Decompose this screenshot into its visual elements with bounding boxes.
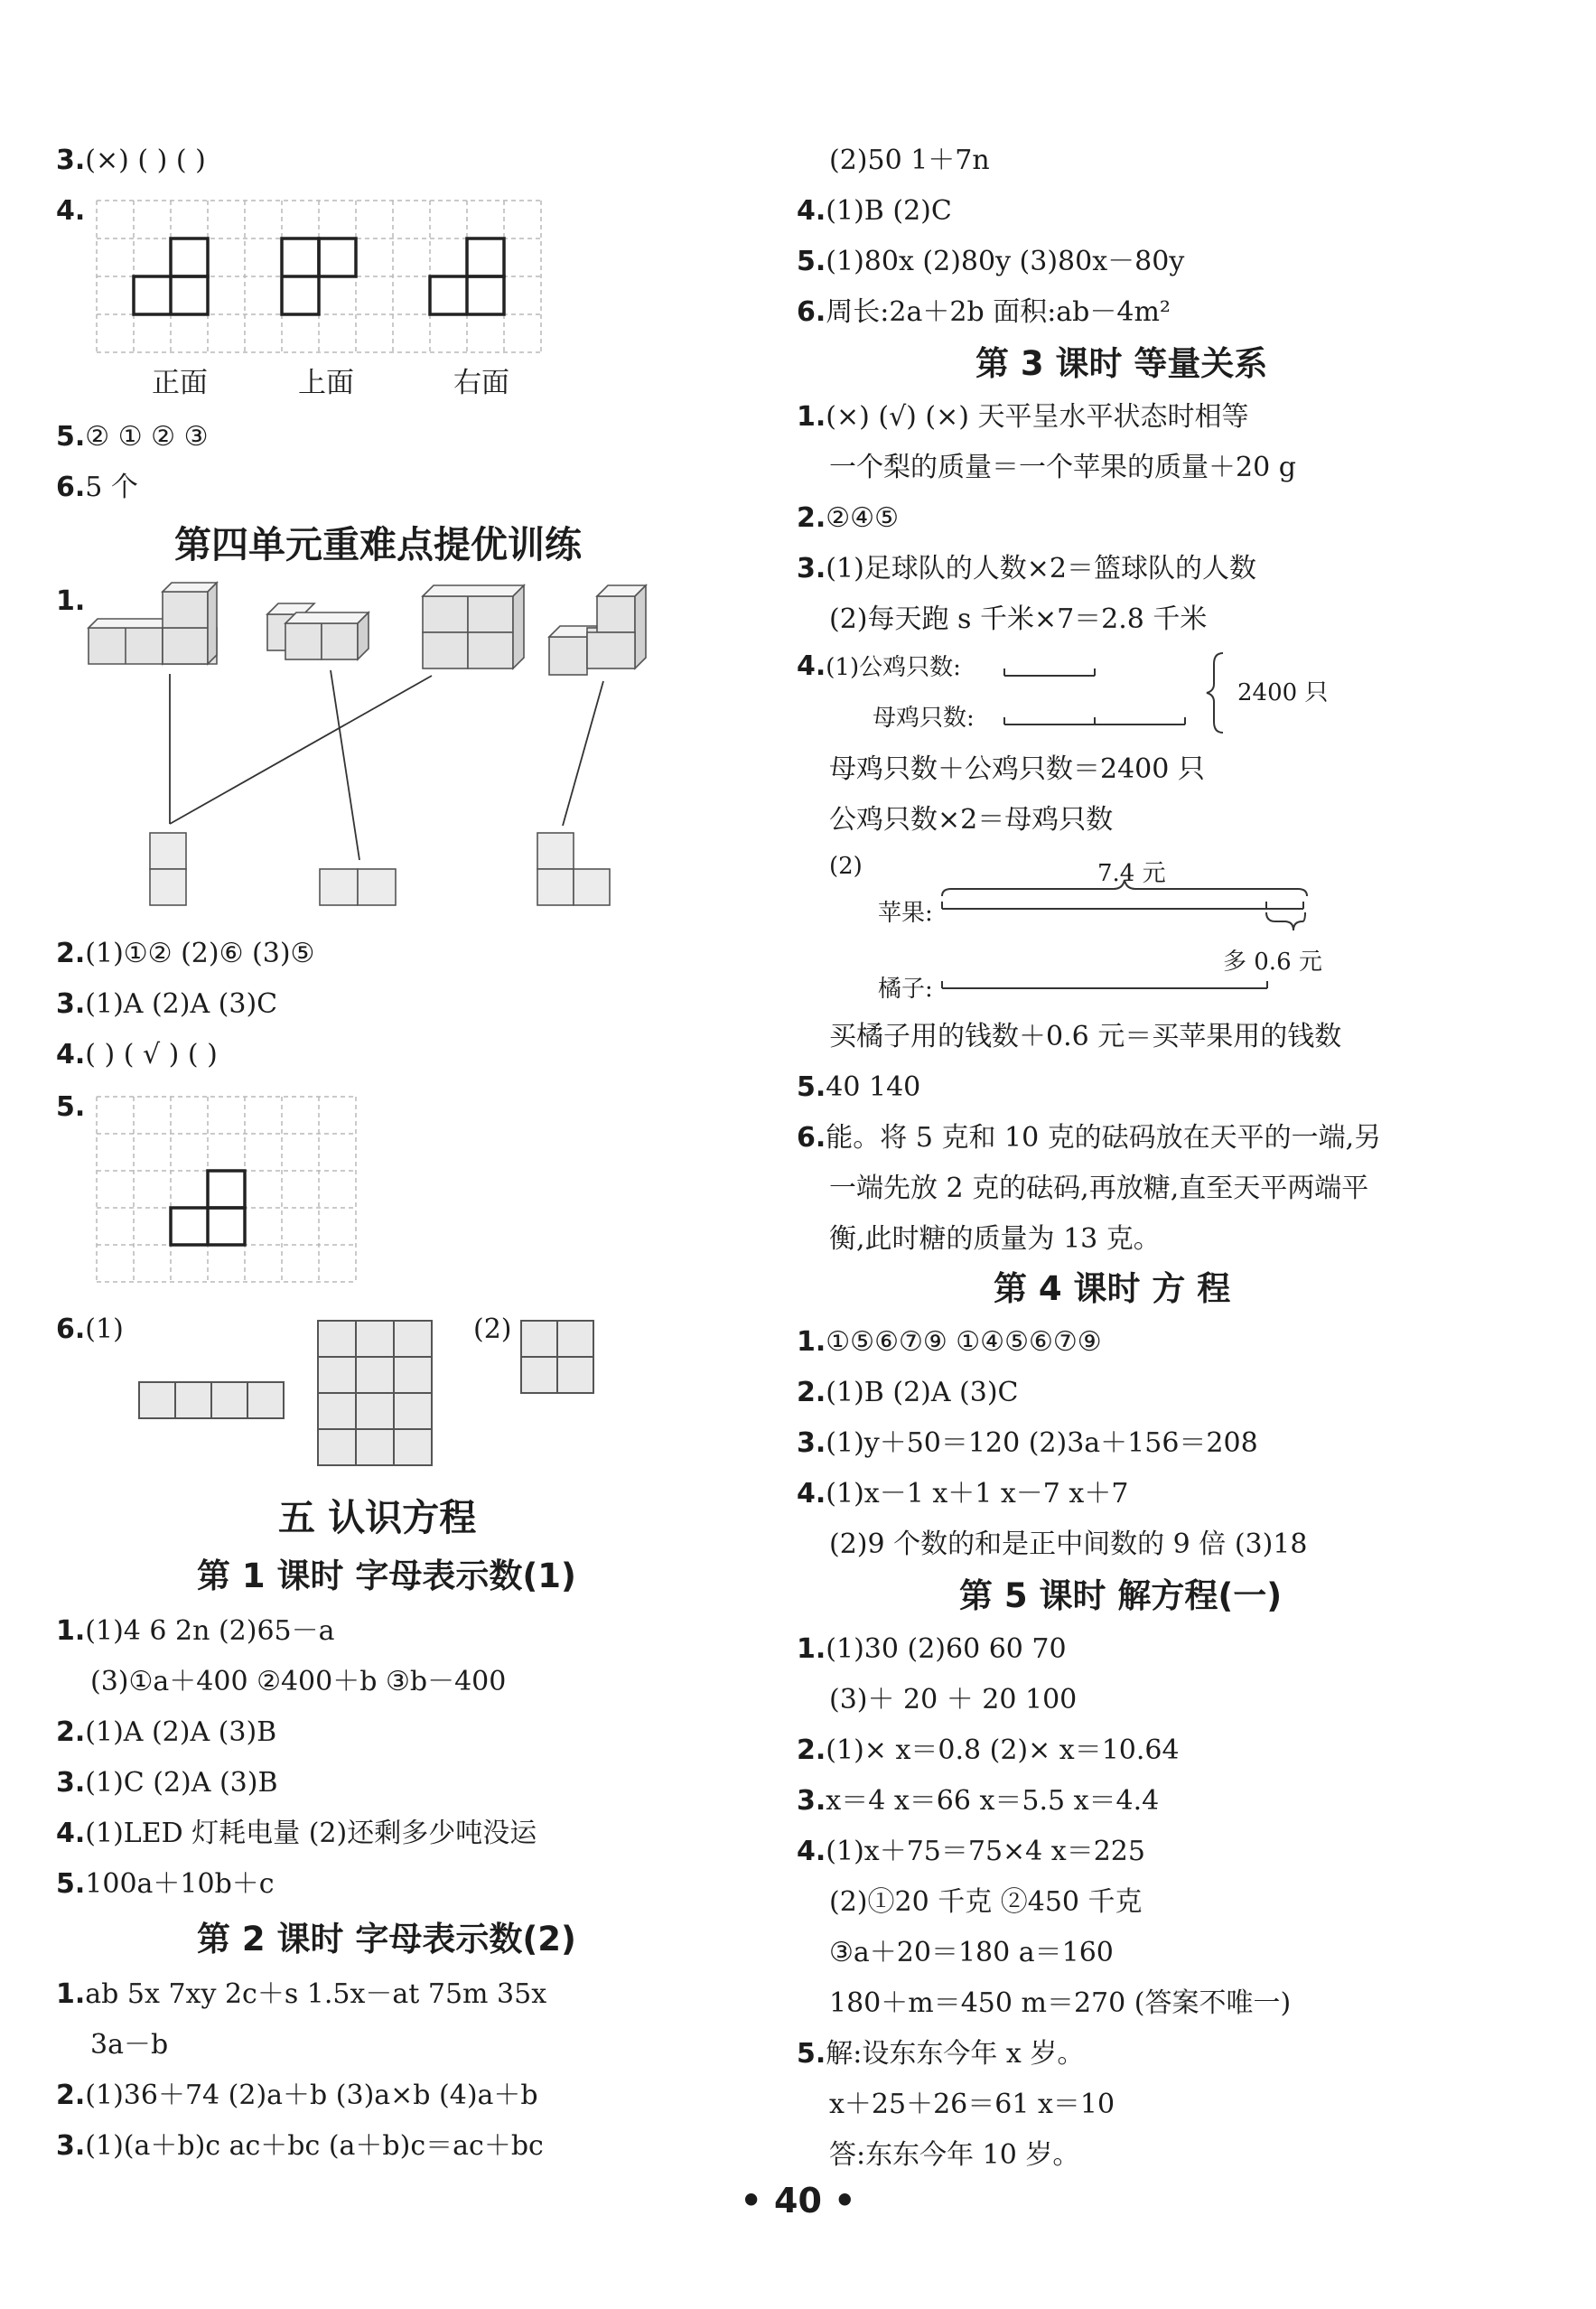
diagram-total: 7.4 元	[1097, 860, 1166, 887]
grid-shape-figure	[97, 1097, 359, 1286]
answer-line: (2)①20 千克 ②450 千克	[829, 1886, 1143, 1918]
unit4-title: 第四单元重难点提优训练	[174, 523, 582, 566]
answer-line: 买橘子用的钱数＋0.6 元＝买苹果用的钱数	[829, 1021, 1342, 1052]
answer-line: 3.(1)足球队的人数×2＝篮球队的人数	[797, 553, 1256, 584]
match-line	[331, 670, 359, 860]
answer-line: 4.(1)B (2)C	[797, 195, 952, 227]
view-label-top: 上面	[298, 367, 354, 399]
answer-line: 3.(1)(a＋b)c ac＋bc (a＋b)c＝ac＋bc	[56, 2130, 544, 2162]
view-label-right: 右面	[453, 367, 509, 399]
answer-line: 1.	[56, 585, 86, 617]
answer-line: 2.(1)A (2)A (3)B	[56, 1716, 277, 1748]
view-label-front: 正面	[152, 367, 208, 399]
answer-line: 6.周长:2a＋2b 面积:ab－4m²	[797, 296, 1171, 328]
answer-line: 1.①⑤⑥⑦⑨ ①④⑤⑥⑦⑨	[797, 1326, 1102, 1358]
lesson5-title: 第 5 课时 解方程(一)	[959, 1576, 1283, 1615]
answer-line: (2)50 1＋7n	[829, 145, 990, 176]
lesson4-title: 第 4 课时 方 程	[994, 1269, 1231, 1308]
answer-line: 公鸡只数×2＝母鸡只数	[829, 804, 1114, 836]
answer-line: 4.	[56, 195, 86, 227]
answer-line: 5.40 140	[797, 1071, 921, 1103]
answer-line: 5.② ① ② ③	[56, 421, 209, 453]
answer-line: 3.(1)y＋50＝120 (2)3a＋156＝208	[797, 1427, 1258, 1459]
views-grid-figure	[97, 201, 548, 354]
answer-line: 母鸡只数＋公鸡只数＝2400 只	[829, 753, 1205, 785]
answer-line: 答:东东今年 10 岁。	[829, 2139, 1080, 2171]
answer-line: 2.(1)①② (2)⑥ (3)⑤	[56, 938, 315, 969]
diagram-difference: 多 0.6 元	[1223, 949, 1322, 976]
answer-line: 5.解:设东东今年 x 岁。	[797, 2038, 1085, 2070]
answer-line: (3)＋ 20 ＋ 20 100	[829, 1684, 1078, 1715]
answer-line: 2.(1)36＋74 (2)a＋b (3)a×b (4)a＋b	[56, 2080, 538, 2111]
answer-line: 1.(×) (√) (×) 天平呈水平状态时相等	[797, 401, 1249, 433]
answer-line: 5.	[56, 1091, 86, 1123]
answer-line: (3)①a＋400 ②400＋b ③b－400	[90, 1666, 507, 1697]
answer-line-part2: (2)	[473, 1313, 512, 1345]
diagram-label: 橘子:	[878, 976, 933, 1003]
lesson2-title: 第 2 课时 字母表示数(2)	[197, 1920, 576, 1958]
answer-line: 4.(1)x－1 x＋1 x－7 x＋7	[797, 1478, 1129, 1510]
diagram-label: (2)	[829, 853, 863, 880]
lesson3-title: 第 3 课时 等量关系	[975, 344, 1268, 383]
answer-line: 3.(1)A (2)A (3)C	[56, 988, 278, 1020]
diagram-label: 4.(1)公鸡只数:	[797, 650, 961, 682]
answer-line: 6.(1)	[56, 1313, 124, 1345]
answer-line: 2.(1)× x＝0.8 (2)× x＝10.64	[797, 1734, 1180, 1766]
views-figure-6	[137, 1319, 607, 1472]
answer-line: 3.(×) ( ) ( )	[56, 145, 206, 176]
answer-line: 4.( ) ( √ ) ( )	[56, 1039, 218, 1070]
diagram-label: 苹果:	[878, 900, 933, 927]
answer-line: 一个梨的质量＝一个苹果的质量＋20 g	[829, 452, 1296, 483]
answer-line: 1.(1)4 6 2n (2)65－a	[56, 1615, 335, 1647]
answer-line: 6.5 个	[56, 472, 138, 503]
section5-title: 五 认识方程	[278, 1496, 477, 1539]
page-number: • 40 •	[740, 2181, 856, 2220]
cube-matching-figure	[89, 587, 667, 912]
answer-line: 6.能。将 5 克和 10 克的砝码放在天平的一端,另	[797, 1122, 1382, 1154]
lesson1-title: 第 1 课时 字母表示数(1)	[197, 1556, 576, 1595]
answer-line: 1.(1)30 (2)60 60 70	[797, 1633, 1067, 1665]
match-line	[563, 681, 603, 826]
answer-line: 3.(1)C (2)A (3)B	[56, 1767, 278, 1799]
answer-line: (2)每天跑 s 千米×7＝2.8 千米	[829, 603, 1208, 635]
answer-line: 1.ab 5x 7xy 2c＋s 1.5x－at 75m 35x	[56, 1978, 547, 2010]
answer-line: (2)9 个数的和是正中间数的 9 倍 (3)18	[829, 1528, 1308, 1560]
answer-line: 2.②④⑤	[797, 502, 899, 534]
segment-diagram-2	[939, 876, 1319, 994]
answer-line: 5.100a＋10b＋c	[56, 1868, 275, 1900]
match-line	[170, 676, 432, 824]
diagram-total: 2400 只	[1237, 679, 1329, 706]
answer-line: 4.(1)LED 灯耗电量 (2)还剩多少吨没运	[56, 1818, 537, 1849]
answer-line: 2.(1)B (2)A (3)C	[797, 1377, 1019, 1408]
answer-line: 180＋m＝450 m＝270 (答案不唯一)	[829, 1987, 1292, 2019]
answer-line: 5.(1)80x (2)80y (3)80x－80y	[797, 246, 1185, 277]
segment-diagram-1	[1003, 649, 1237, 730]
answer-line: 衡,此时糖的质量为 13 克。	[829, 1223, 1161, 1255]
answer-line: x＋25＋26＝61 x＝10	[829, 2089, 1115, 2120]
answer-line: 3.x＝4 x＝66 x＝5.5 x＝4.4	[797, 1785, 1160, 1817]
answer-line: 3a－b	[90, 2029, 169, 2061]
diagram-label: 母鸡只数:	[873, 705, 975, 732]
answer-line: 一端先放 2 克的砝码,再放糖,直至天平两端平	[829, 1173, 1369, 1204]
answer-line: 4.(1)x＋75＝75×4 x＝225	[797, 1836, 1145, 1867]
answer-line: ③a＋20＝180 a＝160	[829, 1937, 1114, 1968]
